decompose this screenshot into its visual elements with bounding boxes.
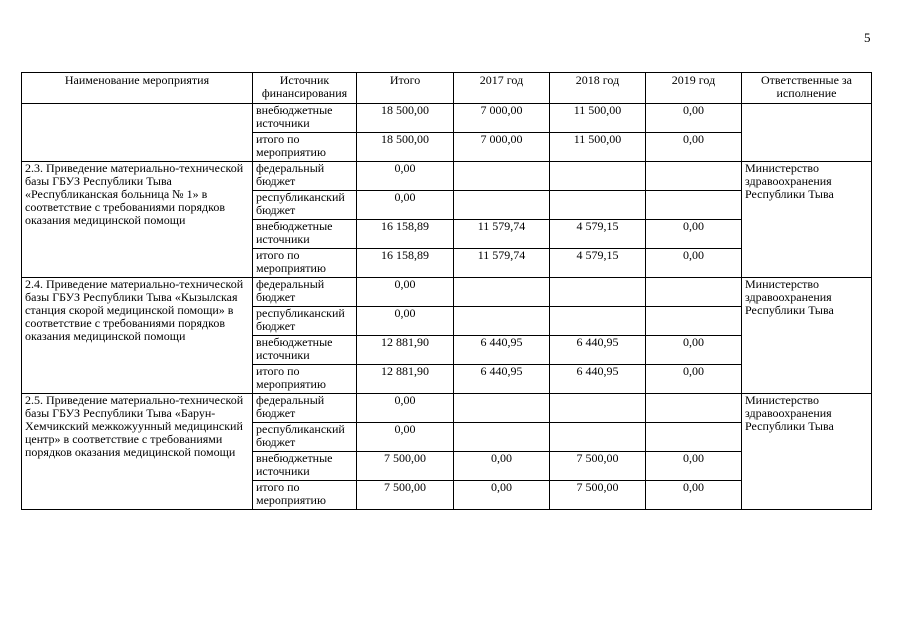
total-cell: 0,00 (357, 162, 454, 191)
year-2017-cell: 7 000,00 (454, 104, 550, 133)
header-2018: 2018 год (550, 73, 646, 104)
total-cell: 0,00 (357, 423, 454, 452)
year-2017-cell (454, 423, 550, 452)
year-2019-cell: 0,00 (646, 133, 742, 162)
total-cell: 12 881,90 (357, 336, 454, 365)
year-2018-cell: 11 500,00 (550, 104, 646, 133)
year-2019-cell (646, 278, 742, 307)
responsible-cell: Министерство здравоохранения Республики Тыва (742, 394, 872, 510)
year-2018-cell (550, 394, 646, 423)
year-2018-cell (550, 191, 646, 220)
year-2018-cell (550, 278, 646, 307)
year-2019-cell: 0,00 (646, 104, 742, 133)
responsible-cell: Министерство здравоохранения Республики Тыва (742, 162, 872, 278)
year-2017-cell: 11 579,74 (454, 220, 550, 249)
responsible-cell: Министерство здравоохранения Республики Тыва (742, 278, 872, 394)
table-row (22, 104, 872, 133)
event-name-cell: 2.4. Приведение материально-технической базы ГБУЗ Республики Тыва «Кызылская станция скорой медицинской помощи» в соответствие с требованиями порядков оказания медицинской помощи (22, 278, 253, 394)
year-2018-cell: 7 500,00 (550, 452, 646, 481)
year-2019-cell: 0,00 (646, 249, 742, 278)
year-2019-cell (646, 191, 742, 220)
year-2017-cell: 7 000,00 (454, 133, 550, 162)
year-2018-cell: 6 440,95 (550, 336, 646, 365)
page-number: 5 (864, 30, 871, 45)
header-name: Наименование мероприятия (22, 73, 253, 104)
source-cell: внебюджетные источники (253, 452, 357, 481)
header-2019: 2019 год (646, 73, 742, 104)
table-row (22, 394, 872, 423)
total-cell: 7 500,00 (357, 481, 454, 510)
source-cell: федеральный бюджет (253, 162, 357, 191)
total-cell: 0,00 (357, 307, 454, 336)
year-2017-cell (454, 191, 550, 220)
total-cell: 18 500,00 (357, 133, 454, 162)
total-cell: 7 500,00 (357, 452, 454, 481)
year-2017-cell: 6 440,95 (454, 365, 550, 394)
source-cell: итого по мероприятию (253, 365, 357, 394)
total-cell: 16 158,89 (357, 220, 454, 249)
header-source: Источник финансирования (253, 73, 357, 104)
year-2017-cell: 0,00 (454, 481, 550, 510)
year-2018-cell: 4 579,15 (550, 249, 646, 278)
source-cell: республиканский бюджет (253, 191, 357, 220)
table-row (22, 162, 872, 191)
source-cell: республиканский бюджет (253, 423, 357, 452)
year-2017-cell: 0,00 (454, 452, 550, 481)
total-cell: 18 500,00 (357, 104, 454, 133)
header-responsible: Ответственные за исполнение (742, 73, 872, 104)
year-2018-cell (550, 423, 646, 452)
source-cell: итого по мероприятию (253, 249, 357, 278)
source-cell: федеральный бюджет (253, 278, 357, 307)
source-cell: внебюджетные источники (253, 336, 357, 365)
year-2018-cell: 6 440,95 (550, 365, 646, 394)
year-2019-cell: 0,00 (646, 336, 742, 365)
year-2019-cell: 0,00 (646, 365, 742, 394)
header-total: Итого (357, 73, 454, 104)
year-2019-cell (646, 394, 742, 423)
year-2019-cell (646, 307, 742, 336)
source-cell: внебюджетные источники (253, 104, 357, 133)
source-cell: внебюджетные источники (253, 220, 357, 249)
year-2017-cell (454, 162, 550, 191)
total-cell: 16 158,89 (357, 249, 454, 278)
year-2018-cell (550, 307, 646, 336)
year-2018-cell: 7 500,00 (550, 481, 646, 510)
year-2019-cell: 0,00 (646, 481, 742, 510)
year-2019-cell (646, 423, 742, 452)
responsible-cell (742, 104, 872, 162)
source-cell: итого по мероприятию (253, 133, 357, 162)
year-2018-cell: 4 579,15 (550, 220, 646, 249)
year-2019-cell (646, 162, 742, 191)
source-cell: федеральный бюджет (253, 394, 357, 423)
header-row (22, 73, 872, 104)
event-name-cell: 2.5. Приведение материально-технической базы ГБУЗ Республики Тыва «Барун-Хемчикский межкожуунный медицинский центр» в соответствие с требованиями порядков оказания медицинской помощи (22, 394, 253, 510)
year-2017-cell (454, 278, 550, 307)
year-2017-cell: 6 440,95 (454, 336, 550, 365)
year-2019-cell: 0,00 (646, 452, 742, 481)
total-cell: 0,00 (357, 394, 454, 423)
table-row (22, 278, 872, 307)
year-2017-cell: 11 579,74 (454, 249, 550, 278)
year-2019-cell: 0,00 (646, 220, 742, 249)
year-2017-cell (454, 307, 550, 336)
header-2017: 2017 год (454, 73, 550, 104)
funding-table (21, 72, 872, 510)
total-cell: 0,00 (357, 191, 454, 220)
event-name-cell (22, 104, 253, 162)
source-cell: итого по мероприятию (253, 481, 357, 510)
total-cell: 12 881,90 (357, 365, 454, 394)
year-2018-cell (550, 162, 646, 191)
source-cell: республиканский бюджет (253, 307, 357, 336)
total-cell: 0,00 (357, 278, 454, 307)
event-name-cell: 2.3. Приведение материально-технической базы ГБУЗ Республики Тыва «Республиканская больница № 1» в соответствие с требованиями порядков оказания медицинской помощи (22, 162, 253, 278)
year-2017-cell (454, 394, 550, 423)
year-2018-cell: 11 500,00 (550, 133, 646, 162)
